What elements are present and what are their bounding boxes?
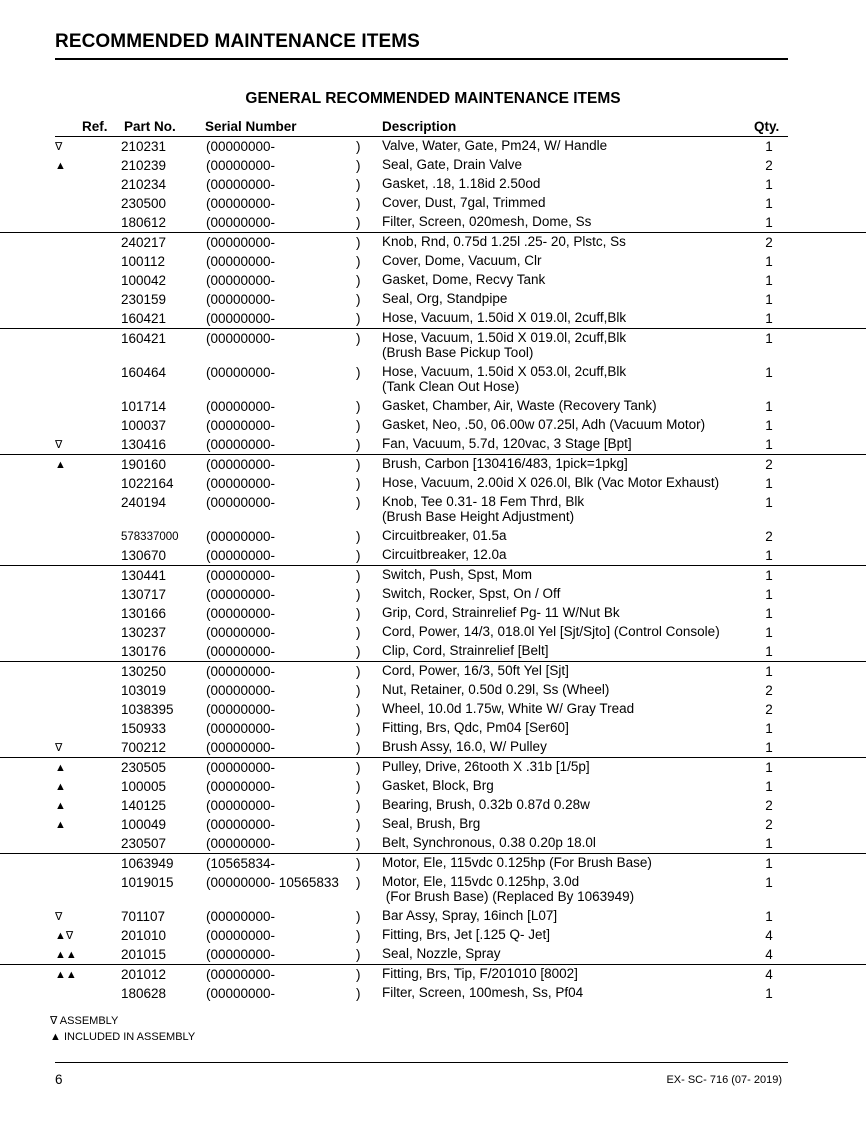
description-line: Hose, Vacuum, 1.50id X 053.0l, 2cuff,Blk (382, 364, 627, 379)
part-number: 140125 (121, 798, 167, 813)
table-row (0, 290, 866, 309)
table-row (0, 681, 866, 700)
description-line-2: (Tank Clean Out Hose) (382, 378, 520, 394)
serial-number: (00000000- (206, 311, 276, 326)
table-row (0, 397, 866, 416)
serial-close-paren: ) (356, 365, 361, 380)
description: Filter, Screen, 020mesh, Dome, Ss (382, 214, 592, 229)
part-number: 1019015 (121, 875, 174, 890)
quantity: 1 (765, 215, 773, 230)
description: Gasket, Chamber, Air, Waste (Recovery Tank) (382, 398, 657, 413)
serial-close-paren: ) (356, 721, 361, 736)
legend-assembly: ∇ ASSEMBLY (50, 1015, 119, 1027)
serial-close-paren: ) (356, 683, 361, 698)
quantity: 1 (765, 568, 773, 583)
ref-marker: ∇ (55, 742, 63, 754)
header-qty: Qty. (754, 119, 780, 134)
ref-marker: ▲▲ (55, 969, 77, 981)
table-row (0, 194, 866, 213)
table-row (0, 137, 866, 156)
serial-close-paren: ) (356, 548, 361, 563)
part-number: 240194 (121, 495, 167, 510)
quantity: 2 (765, 817, 773, 832)
serial-number: (00000000- (206, 139, 276, 154)
serial-close-paren: ) (356, 928, 361, 943)
table-row (0, 474, 866, 493)
part-number: 201010 (121, 928, 167, 943)
part-number: 130441 (121, 568, 167, 583)
quantity: 1 (765, 875, 773, 890)
serial-close-paren: ) (356, 196, 361, 211)
description-line: Motor, Ele, 115vdc 0.125hp, 3.0d (382, 874, 580, 889)
description: Gasket, Block, Brg (382, 778, 494, 793)
ref-marker: ▲ (55, 762, 66, 774)
part-number: 100112 (121, 254, 166, 269)
serial-close-paren: ) (356, 529, 361, 544)
table-row (0, 853, 866, 873)
description: Brush Assy, 16.0, W/ Pulley (382, 739, 547, 754)
description: Gasket, Dome, Recvy Tank (382, 272, 546, 287)
table-row (0, 527, 866, 546)
table-row (0, 454, 866, 474)
quantity: 1 (765, 273, 773, 288)
quantity: 1 (765, 139, 773, 154)
quantity: 4 (765, 947, 773, 962)
part-number: 180628 (121, 986, 167, 1001)
description: Cord, Power, 14/3, 018.0l Yel [Sjt/Sjto] (Control Console) (382, 624, 720, 639)
serial-number: (00000000- (206, 177, 276, 192)
quantity: 1 (765, 548, 773, 563)
serial-number: (00000000- (206, 817, 276, 832)
ref-marker: ▲ (55, 781, 66, 793)
serial-number: (10565834- (206, 856, 276, 871)
table-row (0, 213, 866, 232)
quantity: 1 (765, 836, 773, 851)
serial-close-paren: ) (356, 606, 361, 621)
table-row (0, 738, 866, 757)
quantity: 2 (765, 702, 773, 717)
serial-number: (00000000- (206, 587, 276, 602)
ref-marker: ▲ (55, 800, 66, 812)
description: Seal, Gate, Drain Valve (382, 157, 523, 172)
description-line: Knob, Tee 0.31- 18 Fem Thrd, Blk (382, 494, 585, 509)
table-row (0, 232, 866, 252)
description: Gasket, Neo, .50, 06.00w 07.25l, Adh (Vacuum Motor) (382, 417, 706, 432)
serial-number: (00000000- (206, 967, 276, 982)
quantity: 1 (765, 740, 773, 755)
description-line-2: (Brush Base Pickup Tool) (382, 344, 534, 360)
part-number: 130166 (121, 606, 167, 621)
table-row (0, 565, 866, 585)
parts-table (0, 137, 866, 1003)
page-title: RECOMMENDED MAINTENANCE ITEMS (55, 31, 420, 52)
serial-close-paren: ) (356, 254, 361, 269)
description: Bar Assy, Spray, 16inch [L07] (382, 908, 558, 923)
table-row (0, 661, 866, 681)
description: Grip, Cord, Strainrelief Pg- 11 W/Nut Bk (382, 605, 620, 620)
quantity: 1 (765, 644, 773, 659)
serial-close-paren: ) (356, 476, 361, 491)
serial-close-paren: ) (356, 702, 361, 717)
part-number: 230507 (121, 836, 167, 851)
serial-close-paren: ) (356, 817, 361, 832)
part-number: 210234 (121, 177, 167, 192)
ref-marker: ∇ (55, 141, 63, 153)
table-row (0, 642, 866, 661)
serial-number: (00000000- (206, 254, 276, 269)
table-row (0, 719, 866, 738)
description: Motor, Ele, 115vdc 0.125hp (For Brush Base) (382, 855, 652, 870)
serial-close-paren: ) (356, 568, 361, 583)
ref-marker: ▲∇ (55, 930, 74, 942)
serial-close-paren: ) (356, 158, 361, 173)
description: Fan, Vacuum, 5.7d, 120vac, 3 Stage [Bpt] (382, 436, 632, 451)
serial-number: (00000000- 10565833 (206, 875, 339, 890)
part-number: 130416 (121, 437, 167, 452)
serial-close-paren: ) (356, 139, 361, 154)
table-row (0, 252, 866, 271)
quantity: 1 (765, 292, 773, 307)
serial-close-paren: ) (356, 967, 361, 982)
ref-marker: ∇ (55, 439, 63, 451)
part-number: 230505 (121, 760, 167, 775)
serial-number: (00000000- (206, 158, 276, 173)
header-description: Description (382, 119, 457, 134)
serial-number: (00000000- (206, 702, 276, 717)
table-row (0, 907, 866, 926)
serial-close-paren: ) (356, 457, 361, 472)
description-line: Hose, Vacuum, 1.50id X 019.0l, 2cuff,Blk (382, 330, 627, 345)
description (382, 875, 634, 904)
table-row (0, 964, 866, 984)
part-number: 190160 (121, 457, 167, 472)
serial-close-paren: ) (356, 625, 361, 640)
description: Hose, Vacuum, 2.00id X 026.0l, Blk (Vac Motor Exhaust) (382, 475, 720, 490)
description (382, 331, 626, 360)
quantity: 2 (765, 158, 773, 173)
description (382, 495, 584, 524)
table-row (0, 328, 866, 363)
serial-close-paren: ) (356, 947, 361, 962)
quantity: 1 (765, 909, 773, 924)
description: Switch, Rocker, Spst, On / Off (382, 586, 561, 601)
description: Circuitbreaker, 01.5a (382, 528, 507, 543)
legend-included: ▲ INCLUDED IN ASSEMBLY (50, 1031, 196, 1043)
part-number: 1022164 (121, 476, 174, 491)
quantity: 1 (765, 311, 773, 326)
part-number: 701107 (121, 909, 166, 924)
serial-close-paren: ) (356, 399, 361, 414)
part-number: 130176 (121, 644, 167, 659)
ref-marker: ▲ (55, 160, 66, 172)
serial-number: (00000000- (206, 760, 276, 775)
serial-number: (00000000- (206, 986, 276, 1001)
part-number: 100042 (121, 273, 167, 288)
quantity: 2 (765, 529, 773, 544)
table-row (0, 757, 866, 777)
serial-number: (00000000- (206, 529, 276, 544)
table-row (0, 493, 866, 527)
header-serial-number: Serial Number (205, 119, 297, 134)
description: Fitting, Brs, Tip, F/201010 [8002] (382, 966, 578, 981)
serial-close-paren: ) (356, 292, 361, 307)
serial-number: (00000000- (206, 740, 276, 755)
ref-marker: ∇ (55, 911, 63, 923)
quantity: 1 (765, 779, 773, 794)
quantity: 2 (765, 457, 773, 472)
quantity: 1 (765, 986, 773, 1001)
title-divider (55, 58, 788, 60)
table-row (0, 416, 866, 435)
serial-number: (00000000- (206, 798, 276, 813)
quantity: 1 (765, 625, 773, 640)
serial-number: (00000000- (206, 476, 276, 491)
serial-close-paren: ) (356, 418, 361, 433)
part-number: 230159 (121, 292, 167, 307)
serial-number: (00000000- (206, 331, 276, 346)
serial-number: (00000000- (206, 292, 276, 307)
serial-close-paren: ) (356, 437, 361, 452)
part-number: 103019 (121, 683, 167, 698)
serial-close-paren: ) (356, 644, 361, 659)
ref-marker: ▲▲ (55, 949, 77, 961)
part-number: 201012 (121, 967, 167, 982)
description: Hose, Vacuum, 1.50id X 019.0l, 2cuff,Blk (382, 310, 627, 325)
description: Knob, Rnd, 0.75d 1.25l .25- 20, Plstc, Ss (382, 234, 626, 249)
ref-marker: ▲ (55, 819, 66, 831)
serial-close-paren: ) (356, 495, 361, 510)
table-row (0, 945, 866, 964)
part-number: 160421 (121, 311, 167, 326)
quantity: 1 (765, 437, 773, 452)
quantity: 1 (765, 254, 773, 269)
part-number: 201015 (121, 947, 167, 962)
description: Pulley, Drive, 26tooth X .31b [1/5p] (382, 759, 590, 774)
quantity: 2 (765, 235, 773, 250)
quantity: 1 (765, 177, 773, 192)
description: Seal, Brush, Brg (382, 816, 481, 831)
description: Brush, Carbon [130416/483, 1pick=1pkg] (382, 456, 628, 471)
table-row (0, 435, 866, 454)
serial-number: (00000000- (206, 683, 276, 698)
part-number: 700212 (121, 740, 167, 755)
part-number: 130250 (121, 664, 167, 679)
description-line-2: (For Brush Base) (Replaced By 1063949) (382, 888, 635, 904)
part-number: 101714 (121, 399, 167, 414)
table-row (0, 175, 866, 194)
table-header (0, 119, 866, 135)
header-ref: Ref. (82, 119, 108, 134)
description-line-2: (Brush Base Height Adjustment) (382, 508, 575, 524)
part-number: 1063949 (121, 856, 174, 871)
part-number: 100037 (121, 418, 167, 433)
table-row (0, 926, 866, 945)
serial-number: (00000000- (206, 836, 276, 851)
serial-number: (00000000- (206, 437, 276, 452)
document-code: EX- SC- 716 (07- 2019) (666, 1074, 782, 1086)
serial-close-paren: ) (356, 856, 361, 871)
table-row (0, 796, 866, 815)
serial-close-paren: ) (356, 177, 361, 192)
quantity: 1 (765, 587, 773, 602)
description: Cover, Dust, 7gal, Trimmed (382, 195, 546, 210)
part-number: 130717 (121, 587, 167, 602)
description: Wheel, 10.0d 1.75w, White W/ Gray Tread (382, 701, 635, 716)
table-row (0, 309, 866, 328)
serial-number: (00000000- (206, 909, 276, 924)
serial-number: (00000000- (206, 625, 276, 640)
quantity: 1 (765, 606, 773, 621)
serial-number: (00000000- (206, 928, 276, 943)
serial-number: (00000000- (206, 365, 276, 380)
table-row (0, 984, 866, 1003)
serial-number: (00000000- (206, 644, 276, 659)
serial-number: (00000000- (206, 721, 276, 736)
quantity: 2 (765, 683, 773, 698)
description: Bearing, Brush, 0.32b 0.87d 0.28w (382, 797, 590, 812)
quantity: 1 (765, 664, 773, 679)
quantity: 1 (765, 418, 773, 433)
serial-close-paren: ) (356, 311, 361, 326)
quantity: 1 (765, 760, 773, 775)
part-number: 100049 (121, 817, 167, 832)
serial-close-paren: ) (356, 836, 361, 851)
quantity: 1 (765, 856, 773, 871)
description: Cover, Dome, Vacuum, Clr (382, 253, 542, 268)
table-row (0, 585, 866, 604)
description: Cord, Power, 16/3, 50ft Yel [Sjt] (382, 663, 569, 678)
serial-number: (00000000- (206, 235, 276, 250)
part-number: 180612 (121, 215, 167, 230)
description: Valve, Water, Gate, Pm24, W/ Handle (382, 138, 608, 153)
serial-number: (00000000- (206, 457, 276, 472)
table-row (0, 873, 866, 907)
serial-number: (00000000- (206, 418, 276, 433)
serial-close-paren: ) (356, 215, 361, 230)
section-title: GENERAL RECOMMENDED MAINTENANCE ITEMS (245, 90, 621, 107)
description: Circuitbreaker, 12.0a (382, 547, 507, 562)
serial-close-paren: ) (356, 909, 361, 924)
serial-close-paren: ) (356, 273, 361, 288)
footer-divider (55, 1062, 788, 1063)
serial-close-paren: ) (356, 587, 361, 602)
table-row (0, 271, 866, 290)
part-number: 210231 (121, 139, 167, 154)
description: Switch, Push, Spst, Mom (382, 567, 533, 582)
part-number: 130237 (121, 625, 167, 640)
description: Filter, Screen, 100mesh, Ss, Pf04 (382, 985, 584, 1000)
serial-number: (00000000- (206, 606, 276, 621)
table-row (0, 834, 866, 853)
description: Clip, Cord, Strainrelief [Belt] (382, 643, 549, 658)
serial-number: (00000000- (206, 548, 276, 563)
serial-number: (00000000- (206, 399, 276, 414)
table-row (0, 546, 866, 565)
table-row (0, 363, 866, 397)
serial-close-paren: ) (356, 798, 361, 813)
description: Seal, Org, Standpipe (382, 291, 508, 306)
part-number: 240217 (121, 235, 167, 250)
table-row (0, 623, 866, 642)
part-number: 100005 (121, 779, 167, 794)
serial-number: (00000000- (206, 779, 276, 794)
quantity: 4 (765, 928, 773, 943)
description: Nut, Retainer, 0.50d 0.29l, Ss (Wheel) (382, 682, 610, 697)
description: Fitting, Brs, Jet [.125 Q- Jet] (382, 927, 551, 942)
serial-number: (00000000- (206, 947, 276, 962)
description: Fitting, Brs, Qdc, Pm04 [Ser60] (382, 720, 569, 735)
part-number: 160421 (121, 331, 167, 346)
description: Belt, Synchronous, 0.38 0.20p 18.0l (382, 835, 596, 850)
description (382, 365, 626, 394)
quantity: 1 (765, 721, 773, 736)
serial-close-paren: ) (356, 760, 361, 775)
quantity: 1 (765, 365, 773, 380)
table-row (0, 815, 866, 834)
serial-close-paren: ) (356, 235, 361, 250)
quantity: 1 (765, 331, 773, 346)
serial-number: (00000000- (206, 273, 276, 288)
part-number: 160464 (121, 365, 167, 380)
serial-close-paren: ) (356, 331, 361, 346)
ref-marker: ▲ (55, 459, 66, 471)
serial-number: (00000000- (206, 215, 276, 230)
part-number: 210239 (121, 158, 167, 173)
part-number: 578337000 (121, 531, 179, 543)
serial-close-paren: ) (356, 779, 361, 794)
quantity: 2 (765, 798, 773, 813)
part-number: 130670 (121, 548, 167, 563)
serial-number: (00000000- (206, 196, 276, 211)
quantity: 1 (765, 495, 773, 510)
table-row (0, 604, 866, 623)
quantity: 1 (765, 476, 773, 491)
table-row (0, 777, 866, 796)
quantity: 4 (765, 967, 773, 982)
serial-number: (00000000- (206, 495, 276, 510)
description: Gasket, .18, 1.18id 2.50od (382, 176, 541, 191)
table-row (0, 700, 866, 719)
table-row (0, 156, 866, 175)
page-number: 6 (55, 1072, 63, 1087)
serial-close-paren: ) (356, 740, 361, 755)
part-number: 230500 (121, 196, 167, 211)
quantity: 1 (765, 399, 773, 414)
serial-number: (00000000- (206, 568, 276, 583)
header-part-no: Part No. (124, 119, 176, 134)
description: Seal, Nozzle, Spray (382, 946, 501, 961)
quantity: 1 (765, 196, 773, 211)
serial-close-paren: ) (356, 664, 361, 679)
part-number: 1038395 (121, 702, 174, 717)
part-number: 150933 (121, 721, 167, 736)
serial-close-paren: ) (356, 986, 361, 1001)
serial-number: (00000000- (206, 664, 276, 679)
serial-close-paren: ) (356, 875, 361, 890)
